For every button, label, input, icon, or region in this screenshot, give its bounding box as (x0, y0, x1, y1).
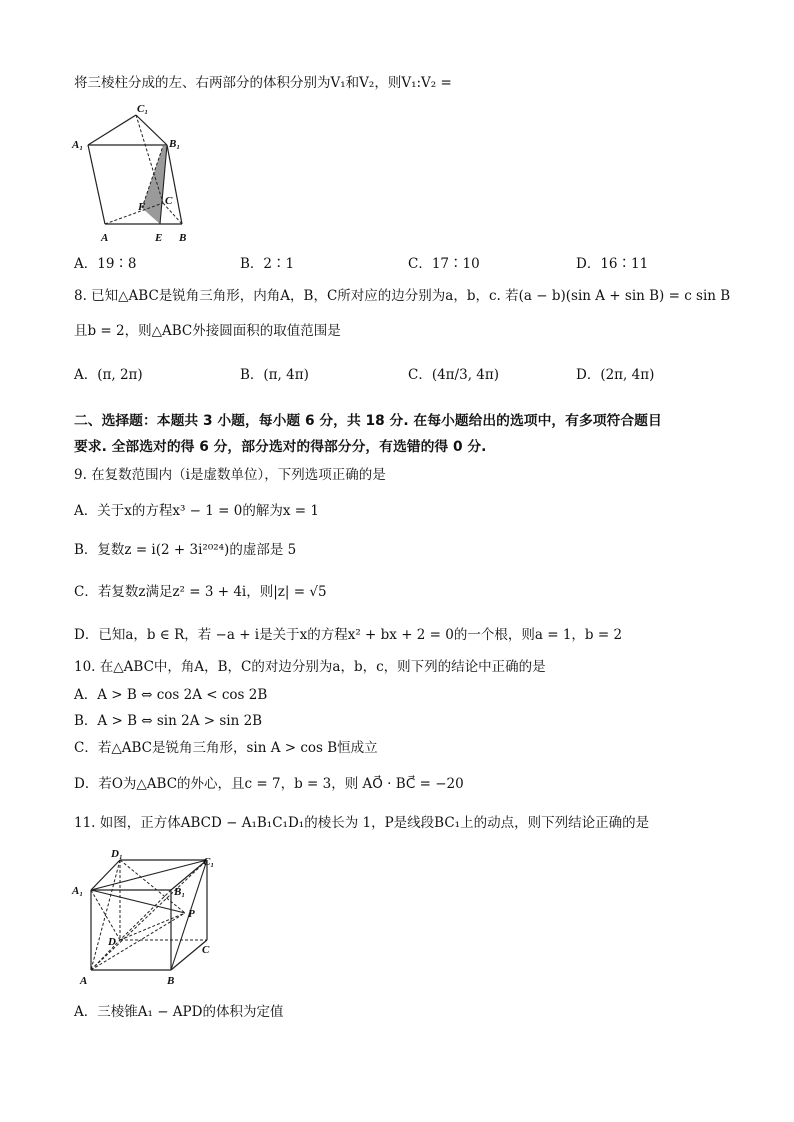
prism-figure (70, 100, 200, 250)
label-B1: B₁ (169, 138, 181, 150)
q7-option-b: B．2∶1 (240, 256, 295, 272)
label-C1: C₁ (137, 103, 149, 115)
prism-edge (88, 145, 105, 224)
label-C1: C₁ (203, 856, 215, 868)
q9-option-c: C．若复数z满足z² = 3 + 4i，则|z| = √5 (74, 584, 327, 600)
label-B: B (167, 975, 175, 987)
q11-stem: 11. 如图，正方体ABCD − A₁B₁C₁D₁的棱长为 1，P是线段BC₁上的动点，则下列结论正确的是 (74, 815, 650, 831)
cube-figure (70, 845, 230, 990)
label-C: C (202, 944, 210, 956)
label-B: B (179, 232, 187, 244)
label-D1: D₁ (111, 848, 123, 860)
q11-option-a: A．三棱锥A₁ − APD的体积为定值 (74, 1004, 284, 1020)
prism-edge (88, 115, 136, 145)
aux-line-hidden (91, 860, 120, 970)
label-A: A (101, 232, 109, 244)
q8-option-c: C．(4π/3, 4π) (408, 367, 500, 383)
q8-option-a: A．(π, 2π) (74, 367, 143, 383)
q8-stem-line2: 且b = 2，则△ABC外接圆面积的取值范围是 (74, 323, 341, 339)
q7-option-c: C．17∶10 (408, 256, 480, 272)
aux-line-hidden (120, 913, 185, 940)
label-E: E (155, 232, 163, 244)
q9-option-b: B．复数z = i(2 + 3i²⁰²⁴)的虚部是 5 (74, 542, 297, 558)
label-C: C (165, 195, 173, 207)
q10-option-d: D．若O为△ABC的外心，且c = 7，b = 3，则 AO⃗ · BC⃗ = −20 (74, 776, 464, 792)
section2-heading-line1: 二、选择题：本题共 3 小题，每小题 6 分，共 18 分. 在每小题给出的选项中，有多项符合题目 (74, 413, 662, 429)
q10-option-c: C．若△ABC是锐角三角形，sin A > cos B恒成立 (74, 740, 378, 756)
section2-heading-line2: 要求. 全部选对的得 6 分，部分选对的得部分分，有选错的得 0 分. (74, 439, 487, 455)
label-A: A (80, 975, 88, 987)
q8-stem-line1: 8. 已知△ABC是锐角三角形，内角A，B，C所对应的边分别为a，b，c. 若(a − b)(sin A + sin B) = c sin B (74, 288, 731, 304)
q9-option-a: A．关于x的方程x³ − 1 = 0的解为x = 1 (74, 503, 319, 519)
label-D: D (108, 936, 116, 948)
prism-edge (167, 145, 182, 224)
label-F: F (138, 201, 146, 213)
q8-option-b: B．(π, 4π) (240, 367, 309, 383)
q9-stem: 9. 在复数范围内（i是虚数单位），下列选项正确的是 (74, 467, 386, 483)
q7-tail-text: 将三棱柱分成的左、右两部分的体积分别为V₁和V₂，则V₁:V₂ = (74, 75, 452, 91)
q7-option-a: A．19∶8 (74, 256, 137, 272)
q8-option-d: D．(2π, 4π) (576, 367, 655, 383)
label-P: P (188, 908, 195, 920)
q10-stem: 10. 在△ABC中，角A，B，C的对边分别为a，b，c，则下列的结论中正确的是 (74, 659, 546, 675)
q10-option-a: A．A > B ⇔ cos 2A < cos 2B (74, 687, 268, 703)
aux-line-hidden (120, 890, 171, 940)
label-A1: A₁ (72, 139, 84, 151)
label-B1: B₁ (174, 886, 186, 898)
q10-option-b: B．A > B ⇔ sin 2A > sin 2B (74, 713, 263, 729)
q7-option-d: D．16∶11 (576, 256, 649, 272)
q9-option-d: D．已知a，b ∈ R，若 −a + i是关于x的方程x² + bx + 2 = 0的一个根，则a = 1，b = 2 (74, 627, 623, 643)
label-A1: A₁ (72, 885, 84, 897)
